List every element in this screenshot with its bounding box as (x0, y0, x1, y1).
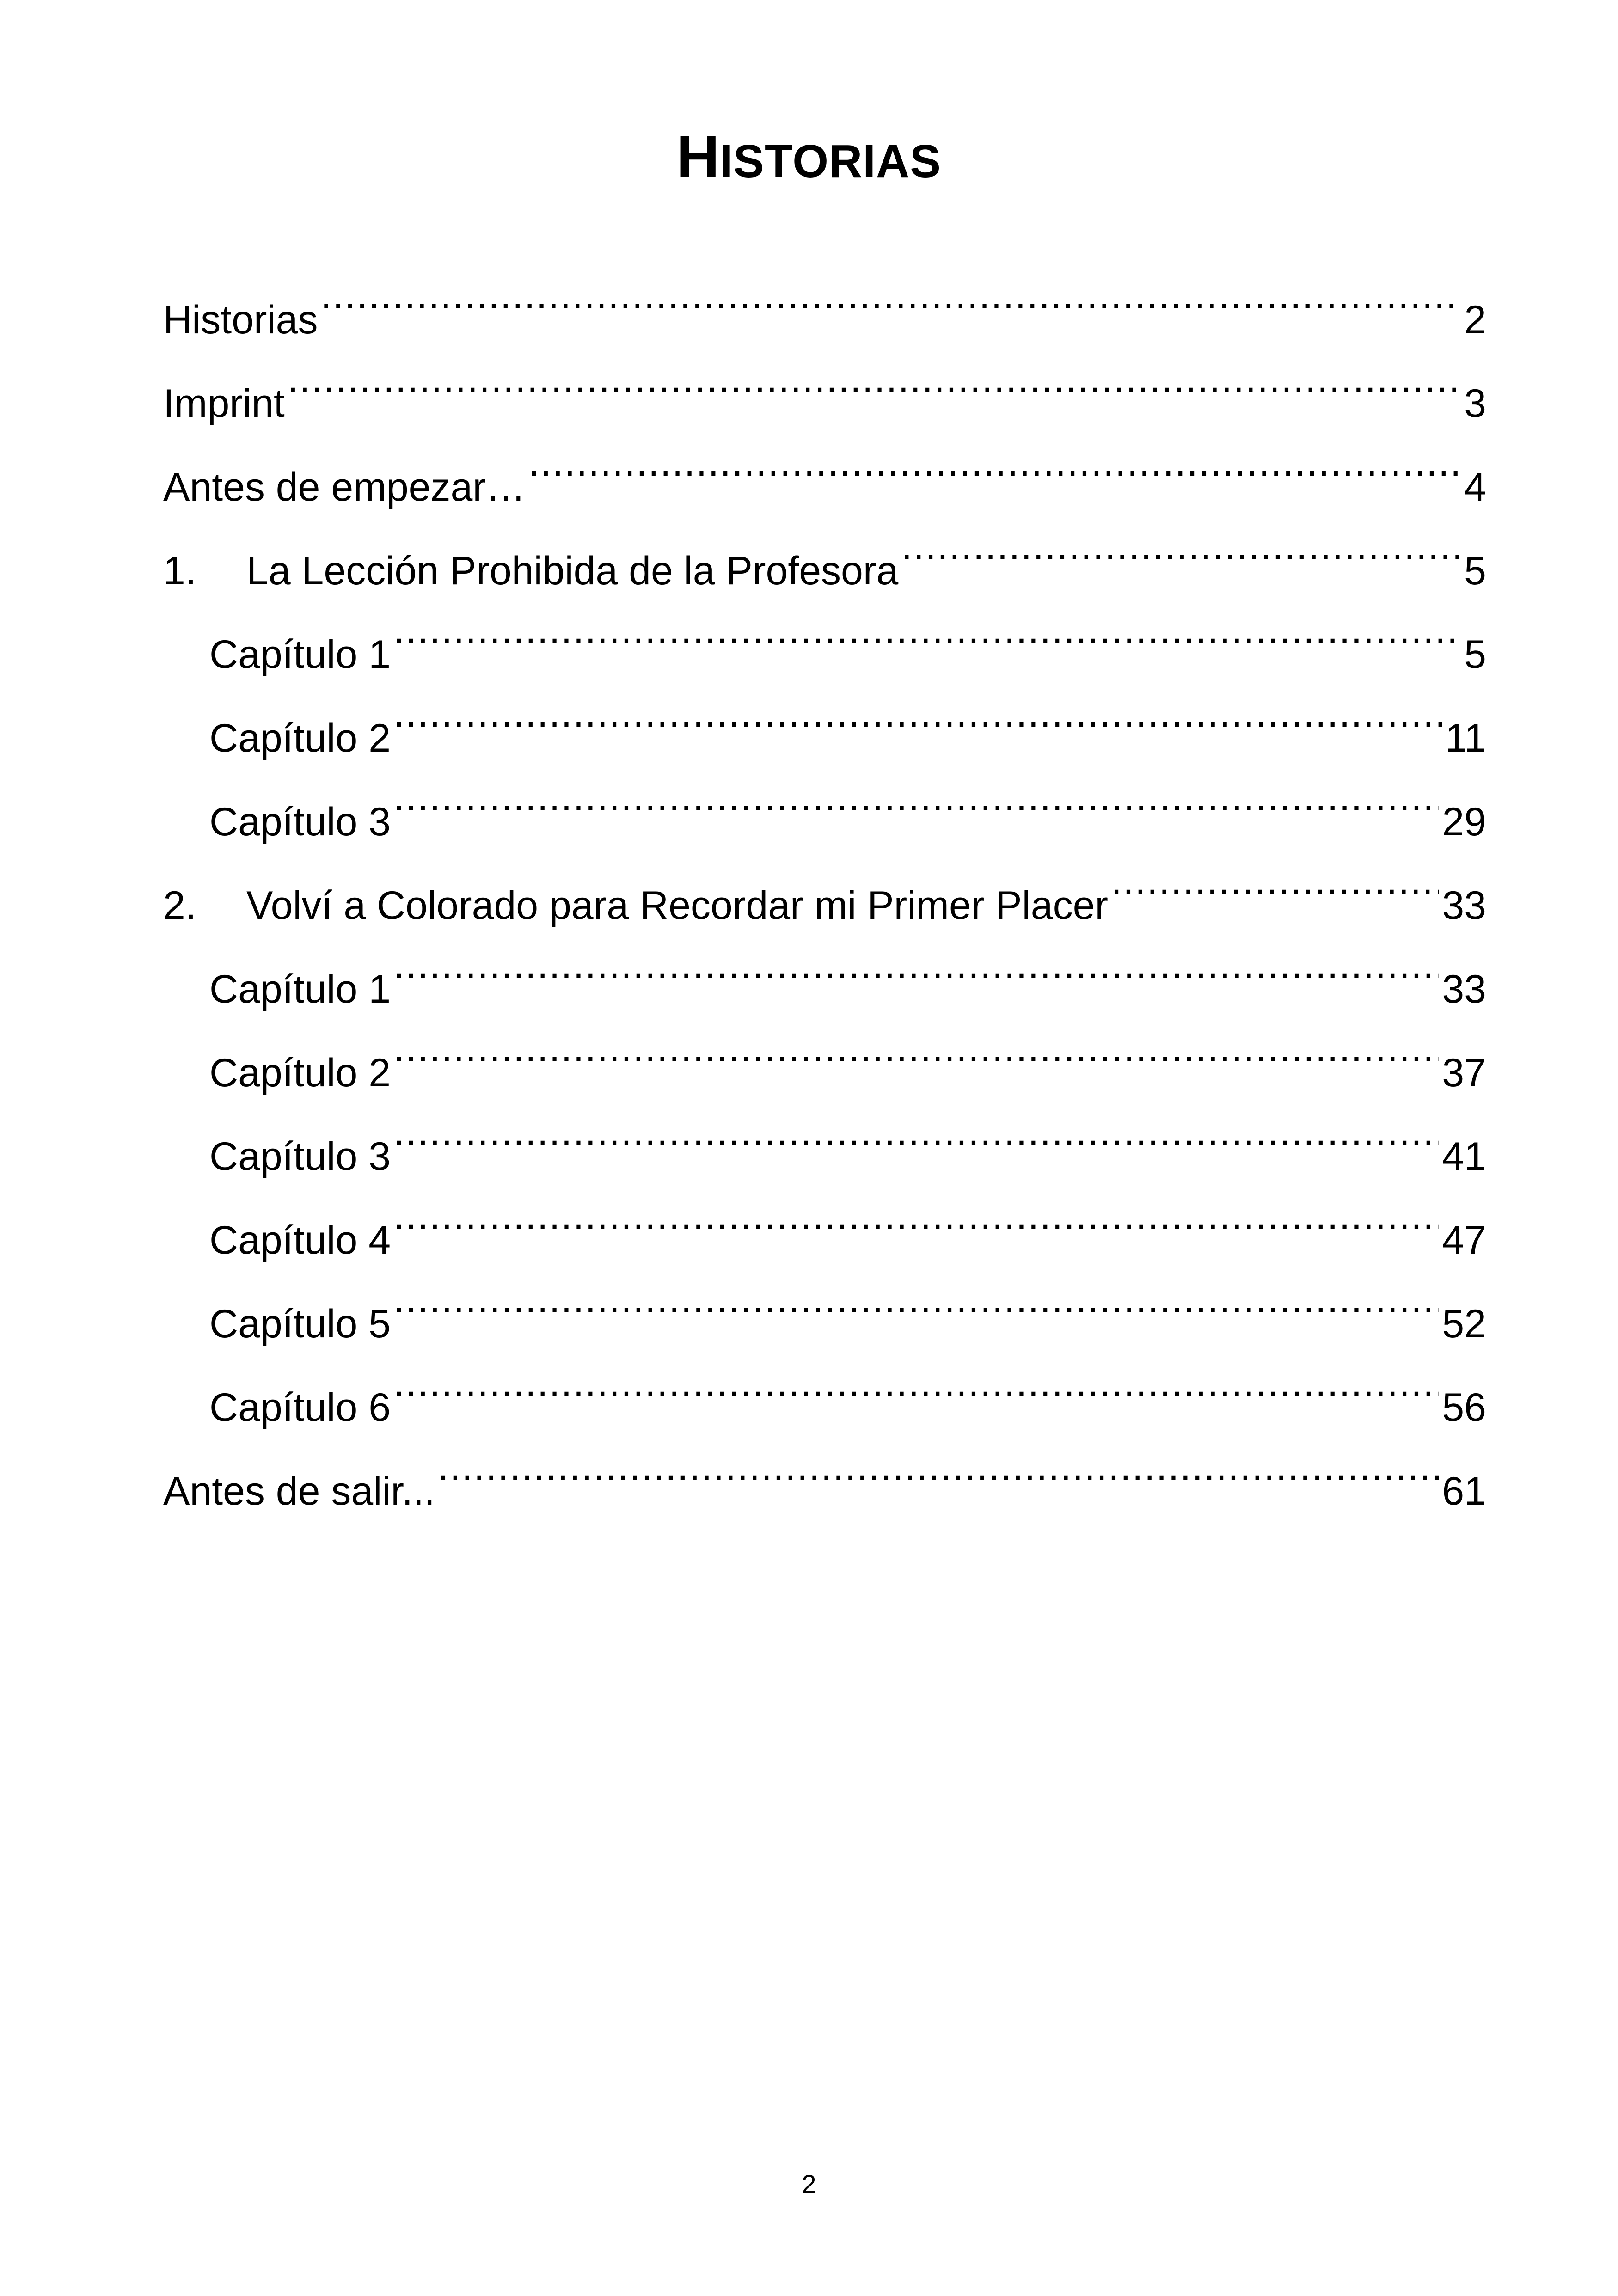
toc-entry-page: 3 (1464, 381, 1486, 426)
toc-entry-imprint[interactable] (163, 333, 1486, 426)
toc-entry-label: Capítulo 6 (209, 1385, 391, 1430)
toc-dot-leader (321, 250, 1462, 333)
toc-entry-page: 5 (1464, 549, 1486, 593)
toc-dot-leader (528, 417, 1461, 501)
toc-entry-label: La Lección Prohibida de la Profesora (246, 549, 899, 593)
page-number: 2 (802, 2169, 816, 2198)
toc-dot-leader (393, 1003, 1439, 1086)
toc-entry-label: Capítulo 3 (209, 800, 391, 844)
toc-dot-leader (901, 501, 1461, 584)
toc-dot-leader (393, 584, 1461, 668)
toc-dot-leader (1111, 835, 1439, 919)
toc-entry-page: 47 (1442, 1218, 1486, 1262)
toc-entry-page: 11 (1445, 716, 1486, 760)
toc-entry-label: Volví a Colorado para Recordar mi Primer Placer (246, 883, 1109, 928)
toc-dot-leader (393, 1170, 1439, 1254)
toc-entry-page: 37 (1442, 1051, 1486, 1095)
toc-entry-page: 2 (1464, 298, 1486, 342)
toc-entry-page: 61 (1442, 1469, 1486, 1513)
toc-entry-page: 5 (1464, 632, 1486, 677)
toc-entry-page: 52 (1442, 1302, 1486, 1346)
toc-entry-label: Historias (163, 298, 318, 342)
toc-dot-leader (393, 752, 1439, 835)
page-title (0, 118, 1618, 201)
toc-entry-label: Capítulo 2 (209, 716, 391, 760)
toc-entry-page: 4 (1464, 465, 1486, 509)
toc-entry-label: Antes de salir... (163, 1469, 435, 1513)
toc-entry-label: Imprint (163, 381, 285, 426)
toc-dot-leader (288, 333, 1461, 417)
toc-dot-leader (393, 668, 1442, 752)
toc-entry-page: 33 (1442, 883, 1486, 928)
toc-dot-leader (393, 1086, 1439, 1170)
toc-entry-number: 1. (163, 549, 196, 593)
toc-dot-leader (393, 919, 1439, 1003)
title-rest: ISTORIAS (720, 135, 941, 187)
toc-entry-label: Capítulo 1 (209, 967, 391, 1011)
toc-entry-antes-de-empezar[interactable] (163, 417, 1486, 509)
toc-entry-label: Capítulo 2 (209, 1051, 391, 1095)
toc-entry-label: Capítulo 1 (209, 632, 391, 677)
toc-entry-page: 56 (1442, 1385, 1486, 1430)
toc-entry-historias[interactable] (163, 250, 1486, 342)
toc-entry-label: Antes de empezar… (163, 465, 526, 509)
toc-entry-number: 2. (163, 883, 196, 928)
toc-entry-page: 29 (1442, 800, 1486, 844)
toc-entry-label: Capítulo 4 (209, 1218, 391, 1262)
toc-dot-leader (393, 1337, 1439, 1421)
toc-entry-label: Capítulo 5 (209, 1302, 391, 1346)
toc-entry-label: Capítulo 3 (209, 1134, 391, 1179)
toc-dot-leader (393, 1254, 1439, 1337)
toc-dot-leader (438, 1421, 1439, 1505)
toc-entry-page: 41 (1442, 1134, 1486, 1179)
toc-entry-page: 33 (1442, 967, 1486, 1011)
title-initial: H (677, 124, 720, 190)
table-of-contents (163, 250, 1486, 1513)
